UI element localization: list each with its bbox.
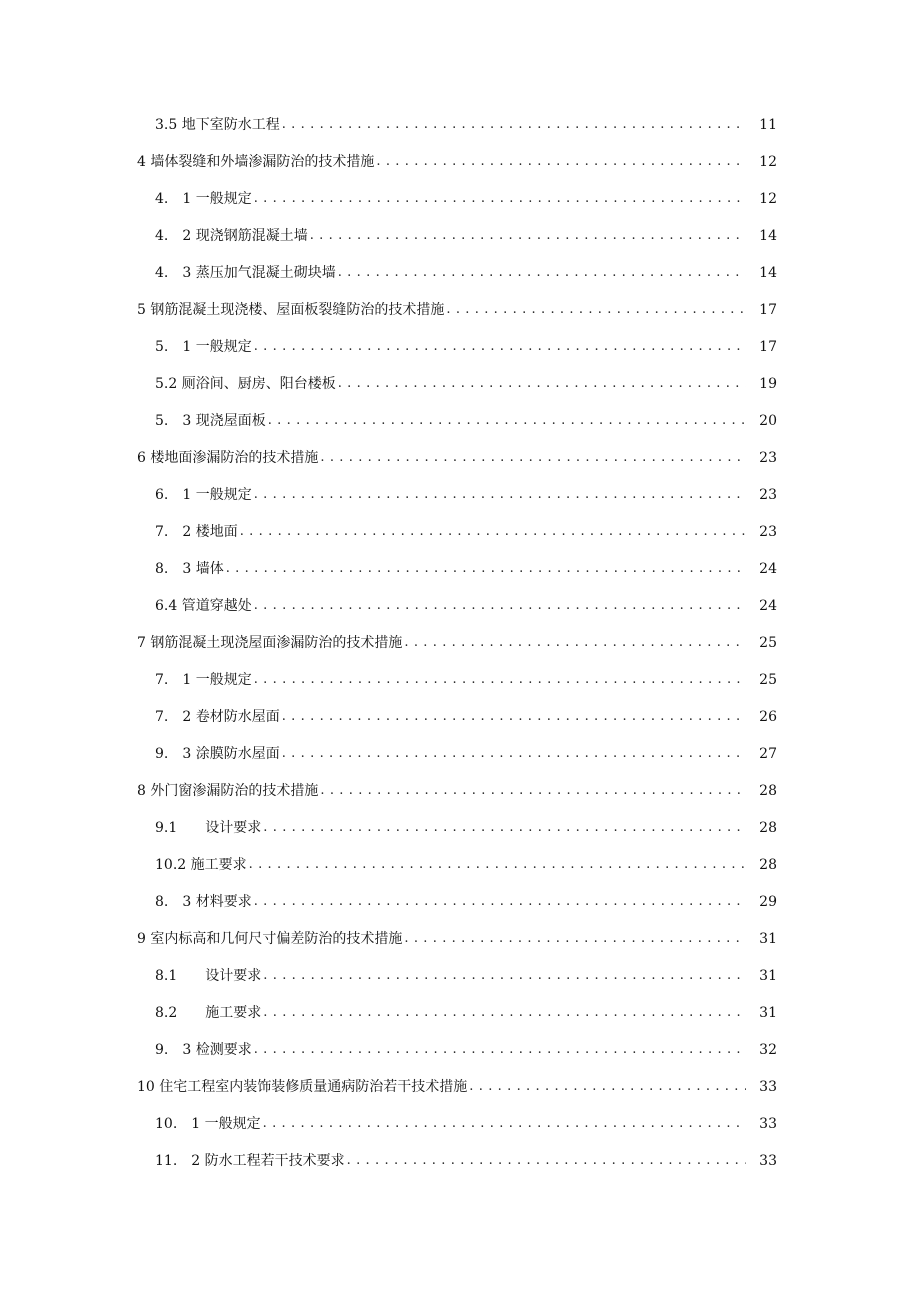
toc-entry-title: 8. 3 材料要求 [155, 893, 252, 910]
toc-entry-title: 6 楼地面渗漏防治的技术措施 [137, 449, 319, 466]
toc-entry[interactable] [0, 957, 920, 994]
dot-leader [347, 1151, 746, 1171]
toc-entry-title: 11. 2 防水工程若干技术要求 [155, 1152, 345, 1169]
toc-entry-title: 9.1 设计要求 [155, 819, 262, 836]
toc-entry[interactable] [0, 994, 920, 1031]
dot-leader [254, 596, 746, 616]
toc-entry-title: 4. 1 一般规定 [155, 190, 252, 207]
toc-entry-title: 5 钢筋混凝土现浇楼、屋面板裂缝防治的技术措施 [137, 301, 445, 318]
toc-entry-page-number: 26 [759, 708, 777, 725]
toc-entry-title: 9. 3 涂膜防水屋面 [155, 745, 280, 762]
toc-entry[interactable] [0, 217, 920, 254]
toc-entry-title: 4 墙体裂缝和外墙渗漏防治的技术措施 [137, 153, 375, 170]
toc-entry-page-number: 33 [759, 1152, 777, 1169]
table-of-contents [0, 106, 920, 1179]
toc-entry-title: 7 钢筋混凝土现浇屋面渗漏防治的技术措施 [137, 634, 403, 651]
toc-entry[interactable] [0, 550, 920, 587]
dot-leader [320, 448, 746, 468]
toc-entry-title: 9. 3 检测要求 [155, 1041, 252, 1058]
dot-leader [446, 300, 746, 320]
toc-entry-title: 9 室内标高和几何尺寸偏差防治的技术措施 [137, 930, 403, 947]
dot-leader [254, 670, 746, 690]
toc-entry-page-number: 14 [759, 264, 777, 281]
toc-entry-title: 8 外门窗渗漏防治的技术措施 [137, 782, 319, 799]
toc-entry-title: 7. 2 卷材防水屋面 [155, 708, 280, 725]
dot-leader [282, 707, 746, 727]
toc-entry[interactable] [0, 180, 920, 217]
toc-entry-title: 10. 1 一般规定 [155, 1115, 261, 1132]
dot-leader [282, 115, 746, 135]
dot-leader [320, 781, 746, 801]
dot-leader [254, 189, 746, 209]
toc-entry-page-number: 27 [759, 745, 777, 762]
toc-entry-page-number: 28 [759, 819, 777, 836]
toc-entry-page-number: 24 [759, 560, 777, 577]
dot-leader [254, 485, 746, 505]
toc-entry-page-number: 28 [759, 856, 777, 873]
toc-entry-page-number: 29 [759, 893, 777, 910]
toc-entry-title: 7. 2 楼地面 [155, 523, 238, 540]
toc-entry[interactable] [0, 846, 920, 883]
toc-entry[interactable] [0, 809, 920, 846]
toc-entry[interactable] [0, 1142, 920, 1179]
toc-entry-title: 8.2 施工要求 [155, 1004, 262, 1021]
toc-entry-title: 5.2 厕浴间、厨房、阳台楼板 [155, 375, 336, 392]
toc-entry-page-number: 28 [759, 782, 777, 799]
toc-entry-page-number: 33 [759, 1078, 777, 1095]
toc-entry-page-number: 31 [759, 1004, 777, 1021]
toc-entry[interactable] [0, 661, 920, 698]
toc-entry-title: 8.1 设计要求 [155, 967, 262, 984]
toc-entry[interactable] [0, 883, 920, 920]
toc-entry-page-number: 12 [759, 153, 777, 170]
toc-entry[interactable] [0, 1031, 920, 1068]
toc-entry-page-number: 12 [759, 190, 777, 207]
toc-entry-page-number: 17 [759, 301, 777, 318]
toc-entry[interactable] [0, 735, 920, 772]
toc-entry-page-number: 33 [759, 1115, 777, 1132]
dot-leader [268, 411, 746, 431]
dot-leader [226, 559, 746, 579]
dot-leader [376, 152, 746, 172]
toc-entry-page-number: 23 [759, 486, 777, 503]
toc-entry-title: 4. 3 蒸压加气混凝土砌块墙 [155, 264, 336, 281]
dot-leader [338, 263, 746, 283]
toc-entry-title: 7. 1 一般规定 [155, 671, 252, 688]
toc-entry-page-number: 31 [759, 930, 777, 947]
toc-entry[interactable] [0, 143, 920, 180]
toc-entry-page-number: 31 [759, 967, 777, 984]
toc-entry-page-number: 25 [759, 671, 777, 688]
toc-entry[interactable] [0, 402, 920, 439]
toc-entry-title: 5. 3 现浇屋面板 [155, 412, 266, 429]
toc-entry[interactable] [0, 1068, 920, 1105]
toc-entry[interactable] [0, 291, 920, 328]
dot-leader [263, 1114, 746, 1134]
toc-entry-page-number: 25 [759, 634, 777, 651]
toc-entry-title: 10 住宅工程室内装饰装修质量通病防治若干技术措施 [137, 1078, 468, 1095]
toc-entry[interactable] [0, 772, 920, 809]
toc-entry[interactable] [0, 920, 920, 957]
dot-leader [249, 855, 746, 875]
toc-entry[interactable] [0, 476, 920, 513]
toc-entry-page-number: 19 [759, 375, 777, 392]
dot-leader [263, 966, 746, 986]
dot-leader [338, 374, 746, 394]
toc-entry[interactable] [0, 624, 920, 661]
toc-entry[interactable] [0, 587, 920, 624]
dot-leader [240, 522, 746, 542]
dot-leader [254, 892, 746, 912]
toc-entry-title: 5. 1 一般规定 [155, 338, 252, 355]
toc-entry[interactable] [0, 365, 920, 402]
toc-entry-page-number: 20 [759, 412, 777, 429]
toc-entry[interactable] [0, 698, 920, 735]
toc-entry-title: 4. 2 现浇钢筋混凝土墙 [155, 227, 308, 244]
toc-entry-page-number: 24 [759, 597, 777, 614]
dot-leader [263, 818, 746, 838]
toc-entry-title: 8. 3 墙体 [155, 560, 224, 577]
toc-entry[interactable] [0, 254, 920, 291]
dot-leader [404, 633, 746, 653]
dot-leader [254, 1040, 746, 1060]
toc-entry[interactable] [0, 439, 920, 476]
toc-entry[interactable] [0, 513, 920, 550]
dot-leader [254, 337, 746, 357]
toc-entry-page-number: 32 [759, 1041, 777, 1058]
toc-entry-title: 6.4 管道穿越处 [155, 597, 252, 614]
toc-entry[interactable] [0, 328, 920, 365]
toc-entry-page-number: 23 [759, 523, 777, 540]
toc-entry[interactable] [0, 1105, 920, 1142]
toc-entry-title: 3.5 地下室防水工程 [155, 116, 280, 133]
toc-entry-page-number: 14 [759, 227, 777, 244]
dot-leader [282, 744, 746, 764]
toc-entry-title: 6. 1 一般规定 [155, 486, 252, 503]
dot-leader [469, 1077, 746, 1097]
toc-entry-title: 10.2 施工要求 [155, 856, 247, 873]
dot-leader [310, 226, 746, 246]
dot-leader [263, 1003, 746, 1023]
dot-leader [404, 929, 746, 949]
toc-entry-page-number: 11 [759, 116, 777, 133]
toc-entry-page-number: 17 [759, 338, 777, 355]
toc-entry-page-number: 23 [759, 449, 777, 466]
toc-entry[interactable] [0, 106, 920, 143]
